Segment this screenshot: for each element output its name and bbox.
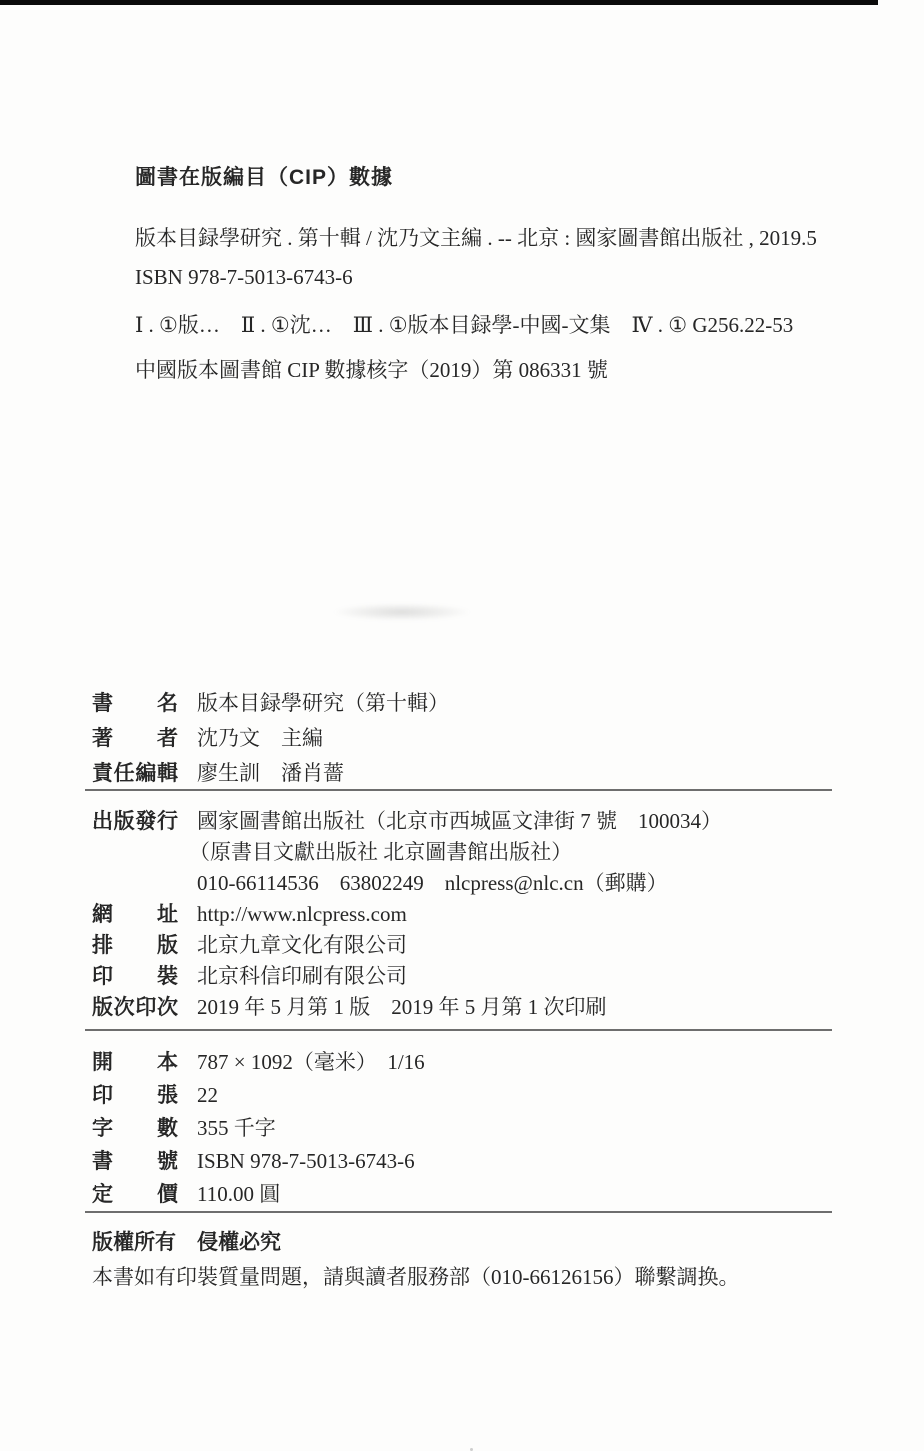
field-value-typesetting: 北京九章文化有限公司 [197, 933, 407, 957]
row-format [92, 1046, 852, 1079]
cip-record-number: 中國版本圖書館 CIP 數據核字（2019）第 086331 號 [135, 358, 608, 382]
copyright-footer [92, 1228, 872, 1292]
colophon-title-block [92, 686, 852, 791]
cip-classification: Ⅰ . ①版… Ⅱ . ①沈… Ⅲ . ①版本目録學-中國-文集 Ⅳ . ① G256.22-53 [135, 313, 794, 337]
field-label-word-count: 字數 [92, 1117, 178, 1140]
service-note: 本書如有印裝質量問題，請與讀者服務部（010-66126156）聯繫調换。 [92, 1265, 740, 1289]
field-value-author: 沈乃文 主編 [197, 726, 323, 750]
colophon-publisher-block [92, 806, 852, 1023]
field-value-word-count: 355 千字 [197, 1116, 276, 1140]
field-value-price: 110.00 圓 [197, 1182, 281, 1206]
colophon-format-block [92, 1046, 852, 1211]
field-label-author: 著者 [92, 727, 178, 750]
field-value-format: 787 × 1092（毫米） 1/16 [197, 1050, 425, 1074]
field-label-printing: 印裝 [92, 965, 178, 988]
field-value-isbn: ISBN 978-7-5013-6743-6 [197, 1149, 415, 1173]
field-label-format: 開本 [92, 1051, 178, 1074]
field-label-website: 網址 [92, 903, 178, 926]
row-word-count [92, 1112, 852, 1145]
row-typesetting [92, 930, 852, 961]
row-book-title [92, 686, 852, 721]
field-label-publisher: 出版發行 [92, 810, 178, 833]
field-label-editor: 責任編輯 [92, 762, 178, 785]
field-value-publisher: 國家圖書館出版社（北京市西城區文津街 7 號 100034） [197, 809, 722, 833]
field-value-book-title: 版本目録學研究（第十輯） [197, 691, 449, 715]
field-value-former-names: （原書目文獻出版社 北京圖書館出版社） [189, 840, 573, 864]
copyright-notice: 版權所有 侵權必究 [92, 1231, 281, 1254]
scan-speck [178, 370, 181, 373]
field-value-editor: 廖生訓 潘肖薔 [197, 761, 344, 785]
row-isbn [92, 1145, 852, 1178]
row-sheets [92, 1079, 852, 1112]
scan-smudge-artifact [332, 603, 472, 621]
divider-rule [85, 1211, 832, 1213]
divider-rule [85, 789, 832, 791]
field-label-edition: 版次印次 [92, 996, 178, 1019]
row-price [92, 1178, 852, 1211]
field-value-printing: 北京科信印刷有限公司 [197, 964, 407, 988]
scan-edge-bar [0, 0, 878, 5]
row-website [92, 899, 852, 930]
row-publisher-contact [92, 868, 852, 899]
row-edition [92, 992, 852, 1023]
row-editor [92, 756, 852, 791]
field-value-edition: 2019 年 5 月第 1 版 2019 年 5 月第 1 次印刷 [197, 995, 607, 1019]
field-label-typesetting: 排版 [92, 934, 178, 957]
row-printing [92, 961, 852, 992]
cip-isbn: ISBN 978-7-5013-6743-6 [135, 265, 353, 289]
field-label-book-title: 書名 [92, 692, 178, 715]
field-label-price: 定價 [92, 1183, 178, 1206]
field-value-sheets: 22 [197, 1083, 218, 1107]
cip-description: 版本目録學研究 . 第十輯 / 沈乃文主編 . -- 北京 : 國家圖書館出版社 , 2019.5 [135, 226, 817, 250]
row-publisher [92, 806, 852, 837]
row-author [92, 721, 852, 756]
field-value-website: http://www.nlcpress.com [197, 902, 407, 926]
field-value-contact: 010-66114536 63802249 nlcpress@nlc.cn（郵購） [197, 871, 668, 895]
field-label-sheets: 印張 [92, 1084, 178, 1107]
divider-rule [85, 1029, 832, 1031]
cip-block [135, 164, 875, 384]
row-publisher-former-names [92, 837, 852, 868]
field-label-isbn: 書號 [92, 1150, 178, 1173]
cip-heading: 圖書在版編目（CIP）數據 [135, 166, 394, 189]
